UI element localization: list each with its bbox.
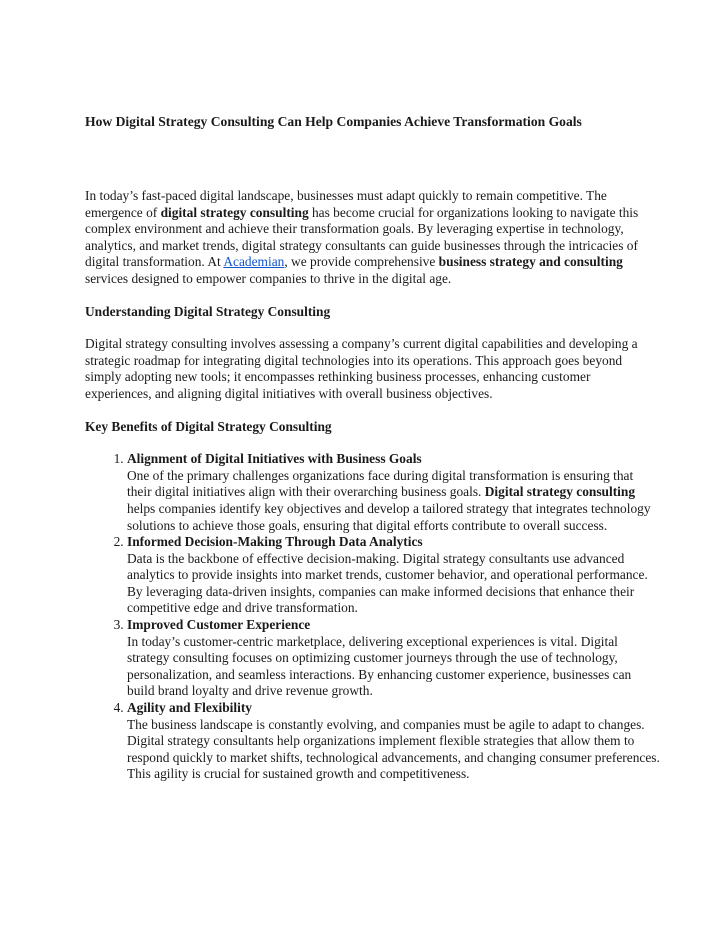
benefit-title: 1. Alignment of Digital Initiatives with Business Goals xyxy=(127,451,422,467)
intro-bold-term-2: business strategy and consulting xyxy=(438,254,623,270)
benefit-text xyxy=(127,468,660,534)
academian-link[interactable]: Academian xyxy=(223,254,285,270)
intro-paragraph xyxy=(85,188,660,288)
document-title: How Digital Strategy Consulting Can Help Companies Achieve Transformation Goals xyxy=(85,114,582,129)
section-heading-understanding: Understanding Digital Strategy Consulting xyxy=(85,303,331,319)
understanding-paragraph: Digital strategy consulting involves assessing a company’s current digital capabilities and developing a strategic roadmap for integrating digital technologies into its operations. This approach goes beyond simply adopting new tools; it encompasses rethinking business processes, enhancing customer experiences, and aligning digital initiatives with overall business objectives. xyxy=(85,336,638,401)
list-item xyxy=(127,700,660,783)
intro-text-1: In today’s fast-paced digital landscape, businesses must adapt quickly to remain competitive. The emergence of xyxy=(85,188,607,220)
benefit-text: Data is the backbone of effective decision-making. Digital strategy consultants use advanced analytics to provide insights into market trends, customer behavior, and operational performance. By leveraging data-driven insights, companies can make informed decisions that enhance their competitive edge and drive transformation. xyxy=(127,550,648,616)
list-item xyxy=(127,534,660,617)
intro-text-4: services designed to empower companies to thrive in the digital age. xyxy=(85,270,452,286)
benefits-list xyxy=(85,451,660,783)
benefit-text-part: One of the primary challenges organizations face during digital transformation is ensuring that their digital initiatives align with their overarching business goals. xyxy=(127,467,634,500)
intro-text-3: , we provide comprehensive xyxy=(284,254,439,270)
list-item xyxy=(127,451,660,534)
intro-text-2: has become crucial for organizations looking to navigate this complex environment and achieve their transformation goals. By leveraging expertise in technology, analytics, and market trends, digital strategy consultants can guide businesses through the intricacies of digital transformation. At xyxy=(85,204,639,270)
section-heading-key-benefits: Key Benefits of Digital Strategy Consulting xyxy=(85,418,332,434)
list-item xyxy=(127,617,660,700)
document-body xyxy=(85,188,660,783)
benefit-text-part: helps companies identify key objectives and develop a tailored strategy that integrates technology solutions to achieve those goals, ensuring that digital efforts contribute to overall success. xyxy=(127,500,651,533)
benefit-text: In today’s customer-centric marketplace, delivering exceptional experiences is vital. Digital strategy consulting focuses on optimizing customer journeys through the use of technology, personalization, and seamless interactions. By enhancing customer experience, businesses can build brand loyalty and drive revenue growth. xyxy=(127,633,632,699)
intro-bold-term-1: digital strategy consulting xyxy=(160,204,309,220)
benefit-title: 4. Agility and Flexibility xyxy=(127,700,252,716)
benefit-title: 2. Informed Decision-Making Through Data Analytics xyxy=(127,534,423,550)
benefit-text: The business landscape is constantly evolving, and companies must be agile to adapt to changes. Digital strategy consultants help organizations implement flexible strategies that allow them to respond quickly to market shifts, technological advancements, and changing consumer preferences. This agility is crucial for sustained growth and competitiveness. xyxy=(127,716,660,782)
benefit-bold-term: Digital strategy consulting xyxy=(484,484,636,500)
benefit-title: 3. Improved Customer Experience xyxy=(127,617,311,633)
